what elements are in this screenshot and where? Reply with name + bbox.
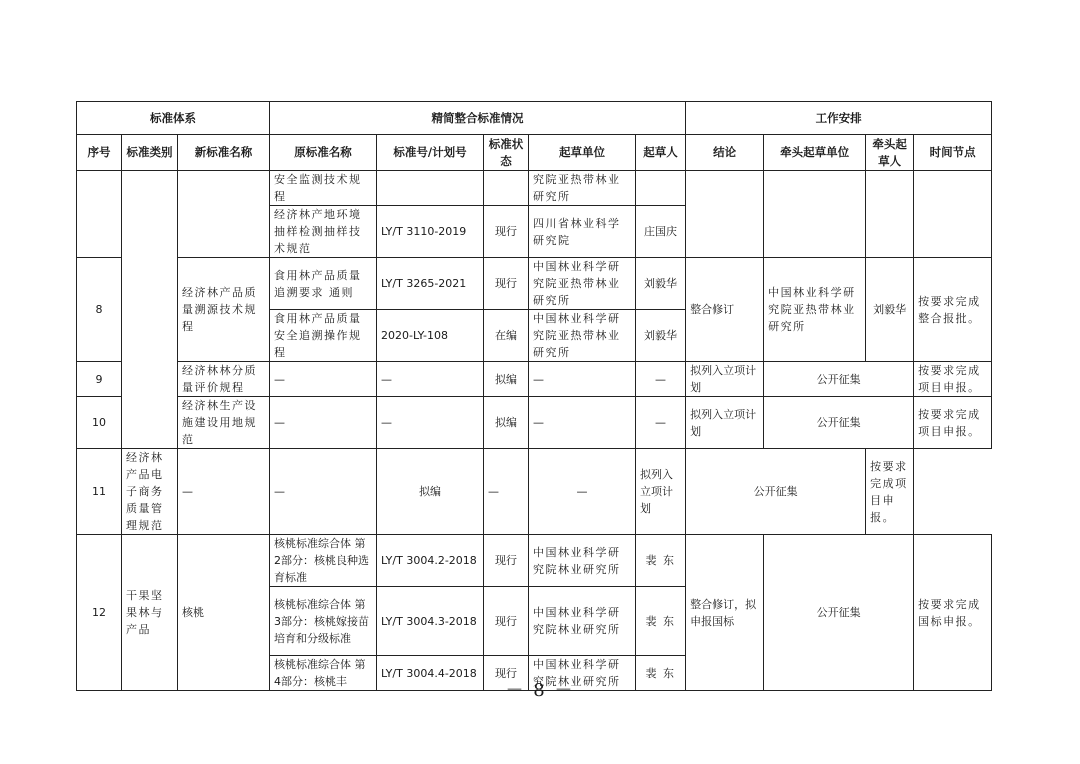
std-no: — xyxy=(377,362,484,397)
draft-unit: 中国林业科学研究院林业研究所 xyxy=(529,587,636,656)
std-no xyxy=(377,171,484,206)
header-state: 标准状态 xyxy=(484,135,529,171)
std-no: LY/T 3004.3-2018 xyxy=(377,587,484,656)
table-row xyxy=(77,535,992,587)
lead: 公开征集 xyxy=(764,535,914,691)
drafter: 裴 东 xyxy=(636,587,686,656)
cont-deadline xyxy=(914,171,992,258)
new-name: 经济林产品质量溯源技术规程 xyxy=(178,258,270,362)
draft-unit: 中国林业科学研究院林业研究所 xyxy=(529,535,636,587)
header-new-name: 新标准名称 xyxy=(178,135,270,171)
state: 拟编 xyxy=(377,449,484,535)
std-no: — xyxy=(270,449,377,535)
seq: 11 xyxy=(77,449,122,535)
drafter: — xyxy=(636,362,686,397)
new-name: 经济林产品电子商务质量管理规范 xyxy=(122,449,178,535)
header-category: 标准类别 xyxy=(122,135,178,171)
conclusion: 拟列入立项计划 xyxy=(636,449,686,535)
state: 在编 xyxy=(484,310,529,362)
category-economic-forest xyxy=(122,171,178,449)
state: 现行 xyxy=(484,258,529,310)
header-standard-system: 标准体系 xyxy=(77,102,270,135)
header-work-arrangement: 工作安排 xyxy=(686,102,992,135)
cont-lead-person xyxy=(866,171,914,258)
conclusion: 整合修订，拟申报国标 xyxy=(686,535,764,691)
lead-person: 刘毅华 xyxy=(866,258,914,362)
standards-table xyxy=(76,101,992,691)
orig-name: — xyxy=(270,397,377,449)
deadline: 按要求完成整合报批。 xyxy=(914,258,992,362)
new-name: 经济林生产设施建设用地规范 xyxy=(178,397,270,449)
page-number: － 8 － xyxy=(505,680,575,701)
orig-name: 经济林产地环境抽样检测抽样技术规范 xyxy=(270,206,377,258)
lead-unit: 中国林业科学研究院亚热带林业研究所 xyxy=(764,258,866,362)
table-row xyxy=(77,449,992,535)
header-standard-status: 精简整合标准情况 xyxy=(270,102,686,135)
table-row xyxy=(77,397,992,449)
deadline: 按要求完成国标申报。 xyxy=(914,535,992,691)
lead: 公开征集 xyxy=(764,397,914,449)
std-no: LY/T 3004.4-2018 xyxy=(377,656,484,691)
conclusion: 拟列入立项计划 xyxy=(686,397,764,449)
draft-unit: 中国林业科学研究院林业研究所 xyxy=(529,656,636,691)
draft-unit: 四川省林业科学研究院 xyxy=(529,206,636,258)
table-row xyxy=(77,171,992,206)
cont-seq xyxy=(77,171,122,258)
header-seq: 序号 xyxy=(77,135,122,171)
cont-lead-unit xyxy=(764,171,866,258)
cont-conclusion xyxy=(686,171,764,258)
std-no: 2020-LY-108 xyxy=(377,310,484,362)
drafter: — xyxy=(636,397,686,449)
state: 拟编 xyxy=(484,362,529,397)
drafter: 刘毅华 xyxy=(636,310,686,362)
drafter: — xyxy=(529,449,636,535)
lead: 公开征集 xyxy=(764,362,914,397)
seq: 8 xyxy=(77,258,122,362)
deadline: 按要求完成项目申报。 xyxy=(914,362,992,397)
header-deadline: 时间节点 xyxy=(914,135,992,171)
std-no: — xyxy=(377,397,484,449)
seq: 9 xyxy=(77,362,122,397)
category: 干果坚果林与产品 xyxy=(122,535,178,691)
std-no: LY/T 3265-2021 xyxy=(377,258,484,310)
orig-name: 核桃标准综合体 第4部分：核桃丰 xyxy=(270,656,377,691)
state: 拟编 xyxy=(484,397,529,449)
header-column-row xyxy=(77,135,992,171)
seq: 12 xyxy=(77,535,122,691)
new-name: 核桃 xyxy=(178,535,270,691)
orig-name: 核桃标准综合体 第2部分：核桃良种选育标准 xyxy=(270,535,377,587)
drafter: 庄国庆 xyxy=(636,206,686,258)
drafter: 裴 东 xyxy=(636,656,686,691)
conclusion: 整合修订 xyxy=(686,258,764,362)
draft-unit: — xyxy=(529,362,636,397)
header-drafter: 起草人 xyxy=(636,135,686,171)
draft-unit: — xyxy=(484,449,529,535)
header-lead-unit: 牵头起草单位 xyxy=(764,135,866,171)
cont-new-name xyxy=(178,171,270,258)
draft-unit: — xyxy=(529,397,636,449)
header-draft-unit: 起草单位 xyxy=(529,135,636,171)
draft-unit: 中国林业科学研究院亚热带林业研究所 xyxy=(529,310,636,362)
orig-name: 食用林产品质量追溯要求 通则 xyxy=(270,258,377,310)
header-orig-name: 原标准名称 xyxy=(270,135,377,171)
state: 现行 xyxy=(484,206,529,258)
orig-name: 食用林产品质量安全追溯操作规程 xyxy=(270,310,377,362)
conclusion: 拟列入立项计划 xyxy=(686,362,764,397)
orig-name: 安全监测技术规程 xyxy=(270,171,377,206)
deadline: 按要求完成项目申报。 xyxy=(914,397,992,449)
new-name: 经济林林分质量评价规程 xyxy=(178,362,270,397)
orig-name: 核桃标准综合体 第3部分：核桃嫁接苗培育和分级标准 xyxy=(270,587,377,656)
state: 现行 xyxy=(484,535,529,587)
state: 现行 xyxy=(484,587,529,656)
header-std-no: 标准号/计划号 xyxy=(377,135,484,171)
header-conclusion: 结论 xyxy=(686,135,764,171)
draft-unit: 究院亚热带林业研究所 xyxy=(529,171,636,206)
state xyxy=(484,171,529,206)
orig-name: — xyxy=(178,449,270,535)
orig-name: — xyxy=(270,362,377,397)
header-group-row xyxy=(77,102,992,135)
drafter: 刘毅华 xyxy=(636,258,686,310)
std-no: LY/T 3004.2-2018 xyxy=(377,535,484,587)
state: 现行 xyxy=(484,656,529,691)
deadline: 按要求完成项目申报。 xyxy=(866,449,914,535)
table-row xyxy=(77,258,992,310)
draft-unit: 中国林业科学研究院亚热带林业研究所 xyxy=(529,258,636,310)
lead: 公开征集 xyxy=(686,449,866,535)
std-no: LY/T 3110-2019 xyxy=(377,206,484,258)
table-row xyxy=(77,362,992,397)
drafter: 裴 东 xyxy=(636,535,686,587)
header-lead-person: 牵头起草人 xyxy=(866,135,914,171)
drafter xyxy=(636,171,686,206)
seq: 10 xyxy=(77,397,122,449)
